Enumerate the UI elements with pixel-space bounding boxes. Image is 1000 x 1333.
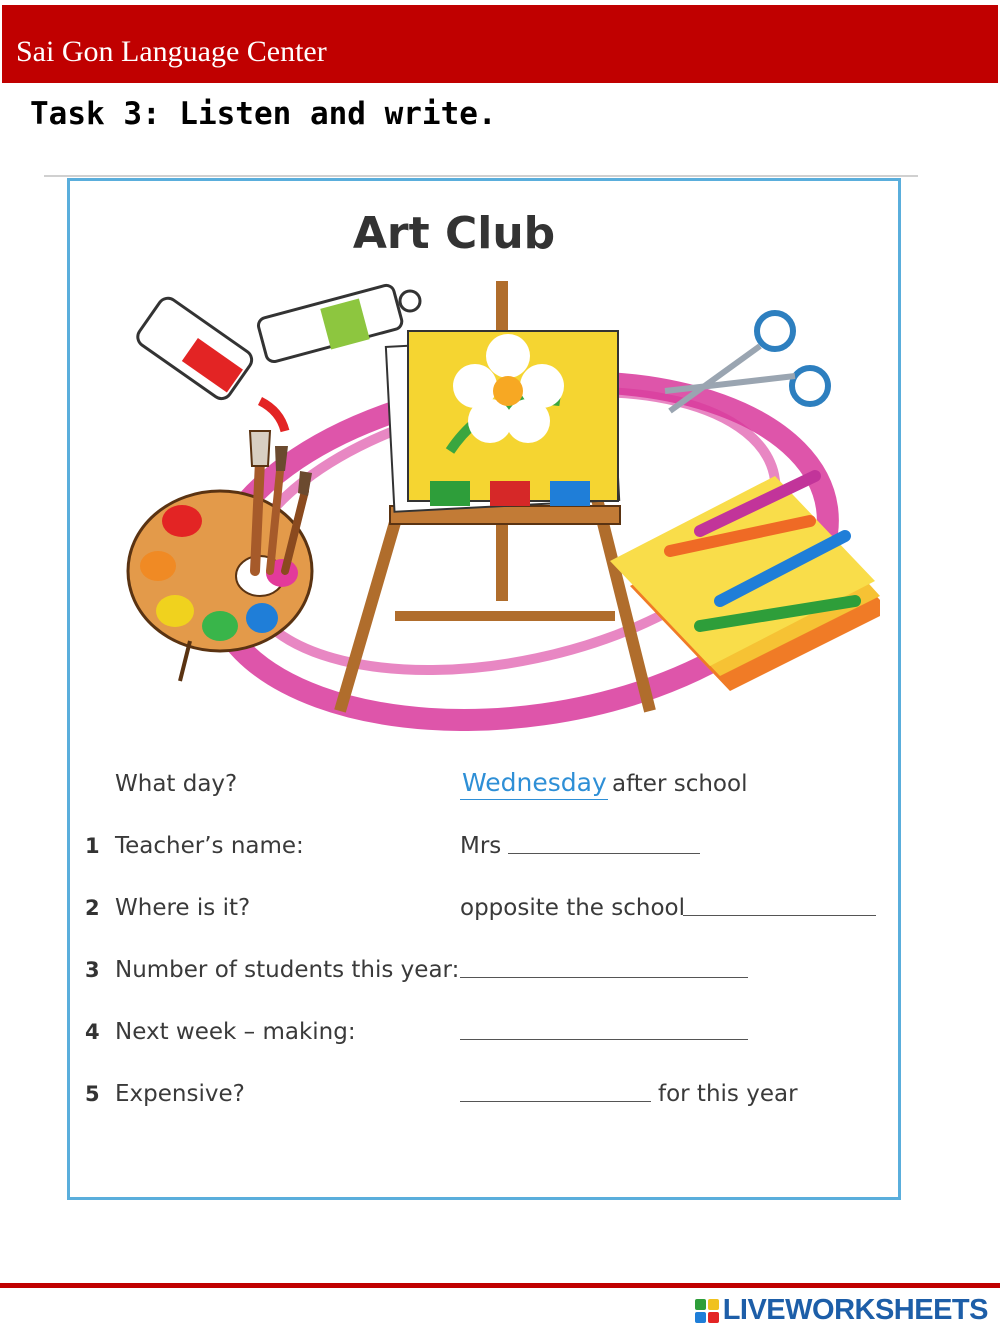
item-number: 4: [85, 1020, 100, 1044]
divider: [44, 175, 918, 177]
example-question: What day?: [115, 771, 238, 797]
item-number: 1: [85, 834, 100, 858]
item-question: Teacher’s name:: [115, 833, 304, 859]
task-title: Task 3: Listen and write.: [30, 96, 497, 132]
paint-palette: [128, 491, 312, 681]
item-number: 5: [85, 1082, 100, 1106]
answer-blank-3[interactable]: [460, 977, 748, 978]
item-suffix: for this year: [658, 1081, 798, 1107]
item-question: Where is it?: [115, 895, 251, 921]
item-question: Next week – making:: [115, 1019, 356, 1045]
item-prefix: opposite the school: [460, 895, 685, 921]
example-suffix: after school: [612, 771, 748, 797]
example-answer: Wednesday: [462, 768, 607, 797]
answer-blank-4[interactable]: [460, 1039, 748, 1040]
item-number: 3: [85, 958, 100, 982]
header-bar: [2, 5, 998, 83]
easel: [340, 281, 650, 711]
item-question: Expensive?: [115, 1081, 245, 1107]
worksheet-card: [67, 178, 901, 1200]
logo-grid-icon: [695, 1299, 719, 1323]
answer-blank-1[interactable]: [508, 853, 700, 854]
art-supplies-illustration: [110, 281, 880, 731]
card-title: Art Club: [352, 208, 556, 259]
item-question: Number of students this year:: [115, 957, 460, 983]
item-prefix: Mrs: [460, 833, 502, 859]
answer-blank-2[interactable]: [683, 915, 876, 916]
logo-text: LIVEWORKSHEETS: [722, 1294, 988, 1326]
header-title: Sai Gon Language Center: [16, 35, 327, 68]
answer-blank-5[interactable]: [460, 1101, 651, 1102]
paper-and-pencils: [610, 476, 880, 691]
liveworksheets-logo: [695, 1294, 988, 1327]
item-number: 2: [85, 896, 100, 920]
footer-divider: [0, 1283, 1000, 1288]
scissors: [665, 313, 828, 411]
example-answer-line: [460, 799, 608, 800]
